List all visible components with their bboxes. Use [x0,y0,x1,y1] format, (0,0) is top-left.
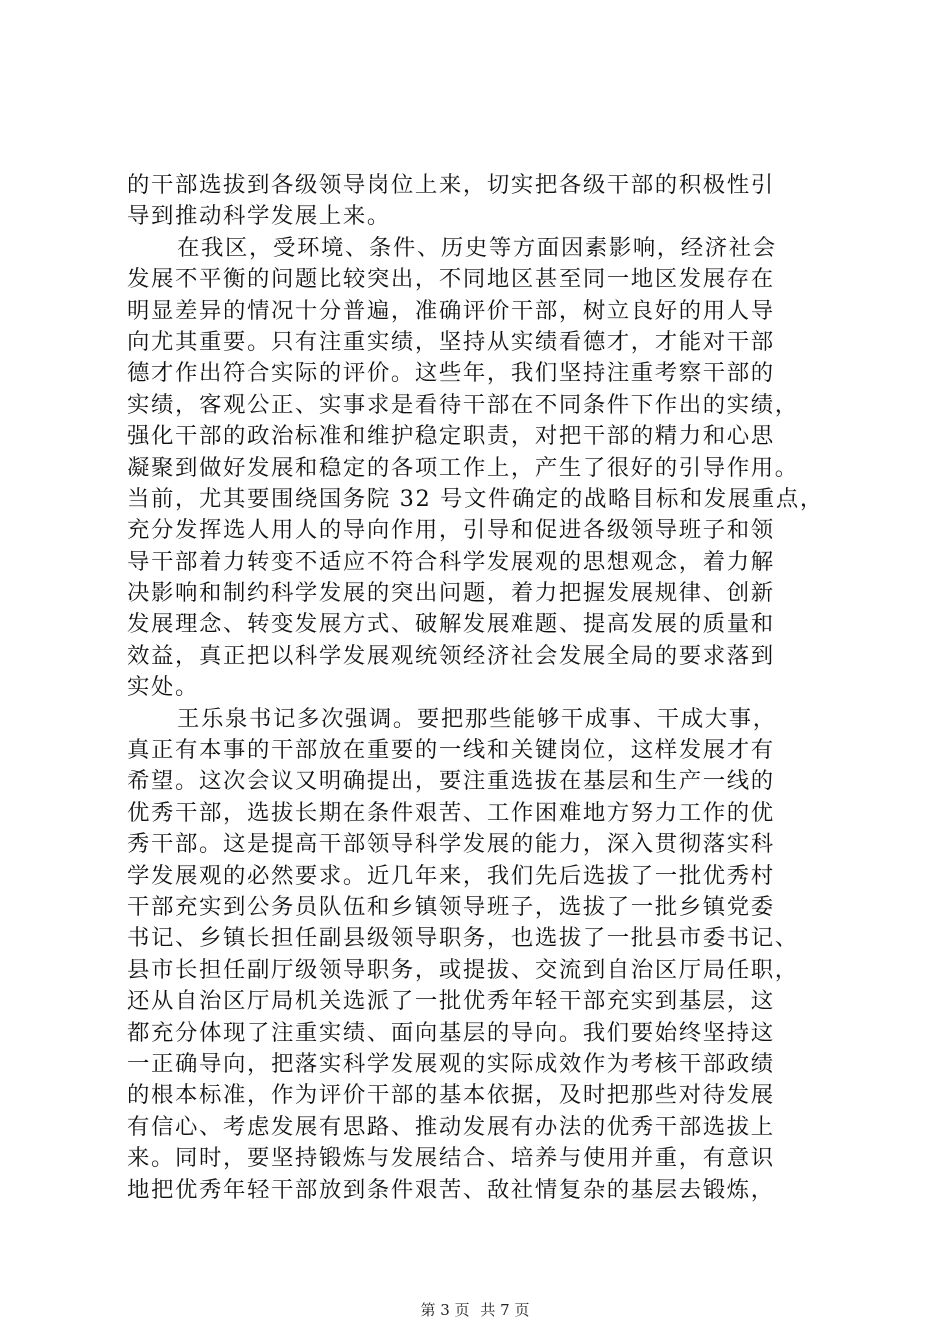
paragraph-first-line: 在我区，受环境、条件、历史等方面因素影响，经济社会 [177,234,777,261]
text-line: 实处。 [127,674,199,701]
text-line: 都充分体现了注重实绩、面向基层的导向。我们要始终坚持这 [127,1019,775,1046]
text-line: 德才作出符合实际的评价。这些年，我们坚持注重考察干部的 [127,360,775,387]
text-line: 实绩，客观公正、实事求是看待干部在不同条件下作出的实绩， [127,391,799,418]
text-line: 发展理念、转变发展方式、破解发展难题、提高发展的质量和 [127,611,775,638]
page-total: 共 7 页 [480,1301,530,1319]
text-line: 决影响和制约科学发展的突出问题，着力把握发展规律、创新 [127,580,775,607]
text-line: 优秀干部，选拔长期在条件艰苦、工作困难地方努力工作的优 [127,799,775,826]
text-line: 学发展观的必然要求。近几年来，我们先后选拔了一批优秀村 [127,862,775,889]
text-line: 凝聚到做好发展和稳定的各项工作上，产生了很好的引导作用。 [127,454,799,481]
text-line: 当前，尤其要围绕国务院 32 号文件确定的战略目标和发展重点， [127,485,824,512]
text-line: 充分发挥选人用人的导向作用，引导和促进各级领导班子和领 [127,517,775,544]
text-line: 地把优秀年轻干部放到条件艰苦、敌社情复杂的基层去锻炼， [127,1176,775,1203]
text-line: 来。同时，要坚持锻炼与发展结合、培养与使用并重，有意识 [127,1145,775,1172]
document-body [127,170,827,1206]
page-number: 第 3 页 [420,1301,470,1319]
text-line: 秀干部。这是提高干部领导科学发展的能力，深入贯彻落实科 [127,831,775,858]
text-line: 还从自治区厅局机关选派了一批优秀年轻干部充实到基层，这 [127,988,775,1015]
text-line: 的根本标准，作为评价干部的基本依据，及时把那些对待发展 [127,1082,775,1109]
text-line: 明显差异的情况十分普遍，准确评价干部，树立良好的用人导 [127,297,775,324]
text-line: 发展不平衡的问题比较突出，不同地区甚至同一地区发展存在 [127,266,775,293]
text-line: 效益，真正把以科学发展观统领经济社会发展全局的要求落到 [127,642,775,669]
text-line: 真正有本事的干部放在重要的一线和关键岗位，这样发展才有 [127,737,775,764]
text-line: 向尤其重要。只有注重实绩，坚持从实绩看德才，才能对干部 [127,328,775,355]
text-line: 希望。这次会议又明确提出，要注重选拔在基层和生产一线的 [127,768,775,795]
text-line: 导干部着力转变不适应不符合科学发展观的思想观念，着力解 [127,548,775,575]
text-line: 干部充实到公务员队伍和乡镇领导班子，选拔了一批乡镇党委 [127,893,775,920]
text-line: 一正确导向，把落实科学发展观的实际成效作为考核干部政绩 [127,1050,775,1077]
paragraph-first-line: 王乐泉书记多次强调。要把那些能够干成事、干成大事， [177,705,777,732]
text-line: 强化干部的政治标准和维护稳定职责，对把干部的精力和心思 [127,423,775,450]
text-line: 导到推动科学发展上来。 [127,203,391,230]
text-line: 有信心、考虑发展有思路、推动发展有办法的优秀干部选拔上 [127,1113,775,1140]
text-line: 的干部选拔到各级领导岗位上来，切实把各级干部的积极性引 [127,172,775,198]
text-line: 书记、乡镇长担任副县级领导职务，也选拔了一批县市委书记、 [127,925,799,952]
page-footer [0,1300,950,1320]
text-line: 县市长担任副厅级领导职务，或提拔、交流到自治区厅局任职， [127,956,799,983]
